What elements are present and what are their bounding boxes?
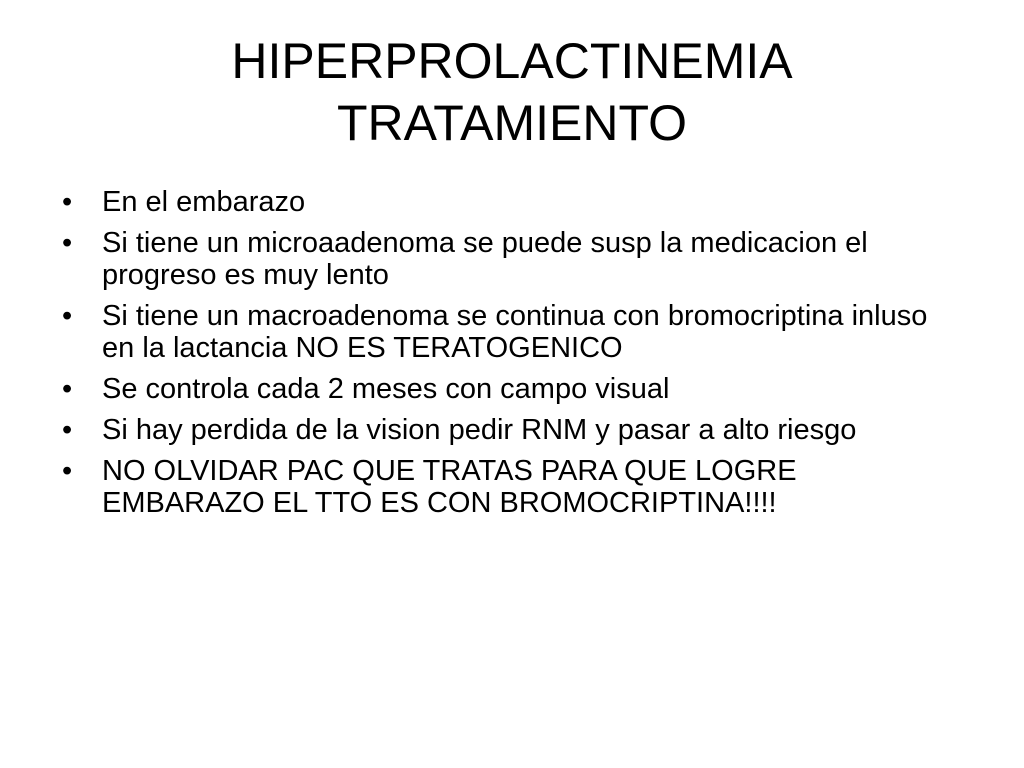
bullet-dot-icon: •: [62, 373, 73, 405]
bullet-dot-icon: •: [62, 414, 73, 446]
bullet-dot-icon: •: [62, 227, 73, 259]
bullet-item-control: [62, 373, 942, 405]
bullet-dot-icon: •: [62, 186, 73, 218]
bullet-dot-icon: •: [62, 455, 73, 487]
bullet-text: Si hay perdida de la vision pedir RNM y pasar a alto riesgo: [102, 414, 857, 446]
bullet-item-macroadenoma: [62, 300, 942, 364]
bullet-item-no-olvidar: [62, 455, 942, 519]
bullet-text: Si tiene un macroadenoma se continua con bromocriptina inluso en la lactancia NO ES TERATOGENICO: [102, 300, 928, 364]
bullet-text: Si tiene un microaadenoma se puede susp la medicacion el progreso es muy lento: [102, 227, 868, 291]
bullet-text: Se controla cada 2 meses con campo visual: [102, 373, 670, 405]
bullet-item-vision: [62, 414, 942, 446]
bullet-list: [62, 186, 942, 528]
slide-title-line-1: HIPERPROLACTINEMIA: [231, 33, 793, 89]
bullet-text: En el embarazo: [102, 186, 306, 218]
slide-title-line-2: TRATAMIENTO: [337, 95, 687, 151]
bullet-item-microadenoma: [62, 227, 942, 291]
bullet-dot-icon: •: [62, 300, 73, 332]
bullet-text: NO OLVIDAR PAC QUE TRATAS PARA QUE LOGRE EMBARAZO EL TTO ES CON BROMOCRIPTINA!!!!: [102, 455, 797, 519]
bullet-item-embarazo: [62, 186, 942, 218]
slide-title: [60, 30, 964, 154]
